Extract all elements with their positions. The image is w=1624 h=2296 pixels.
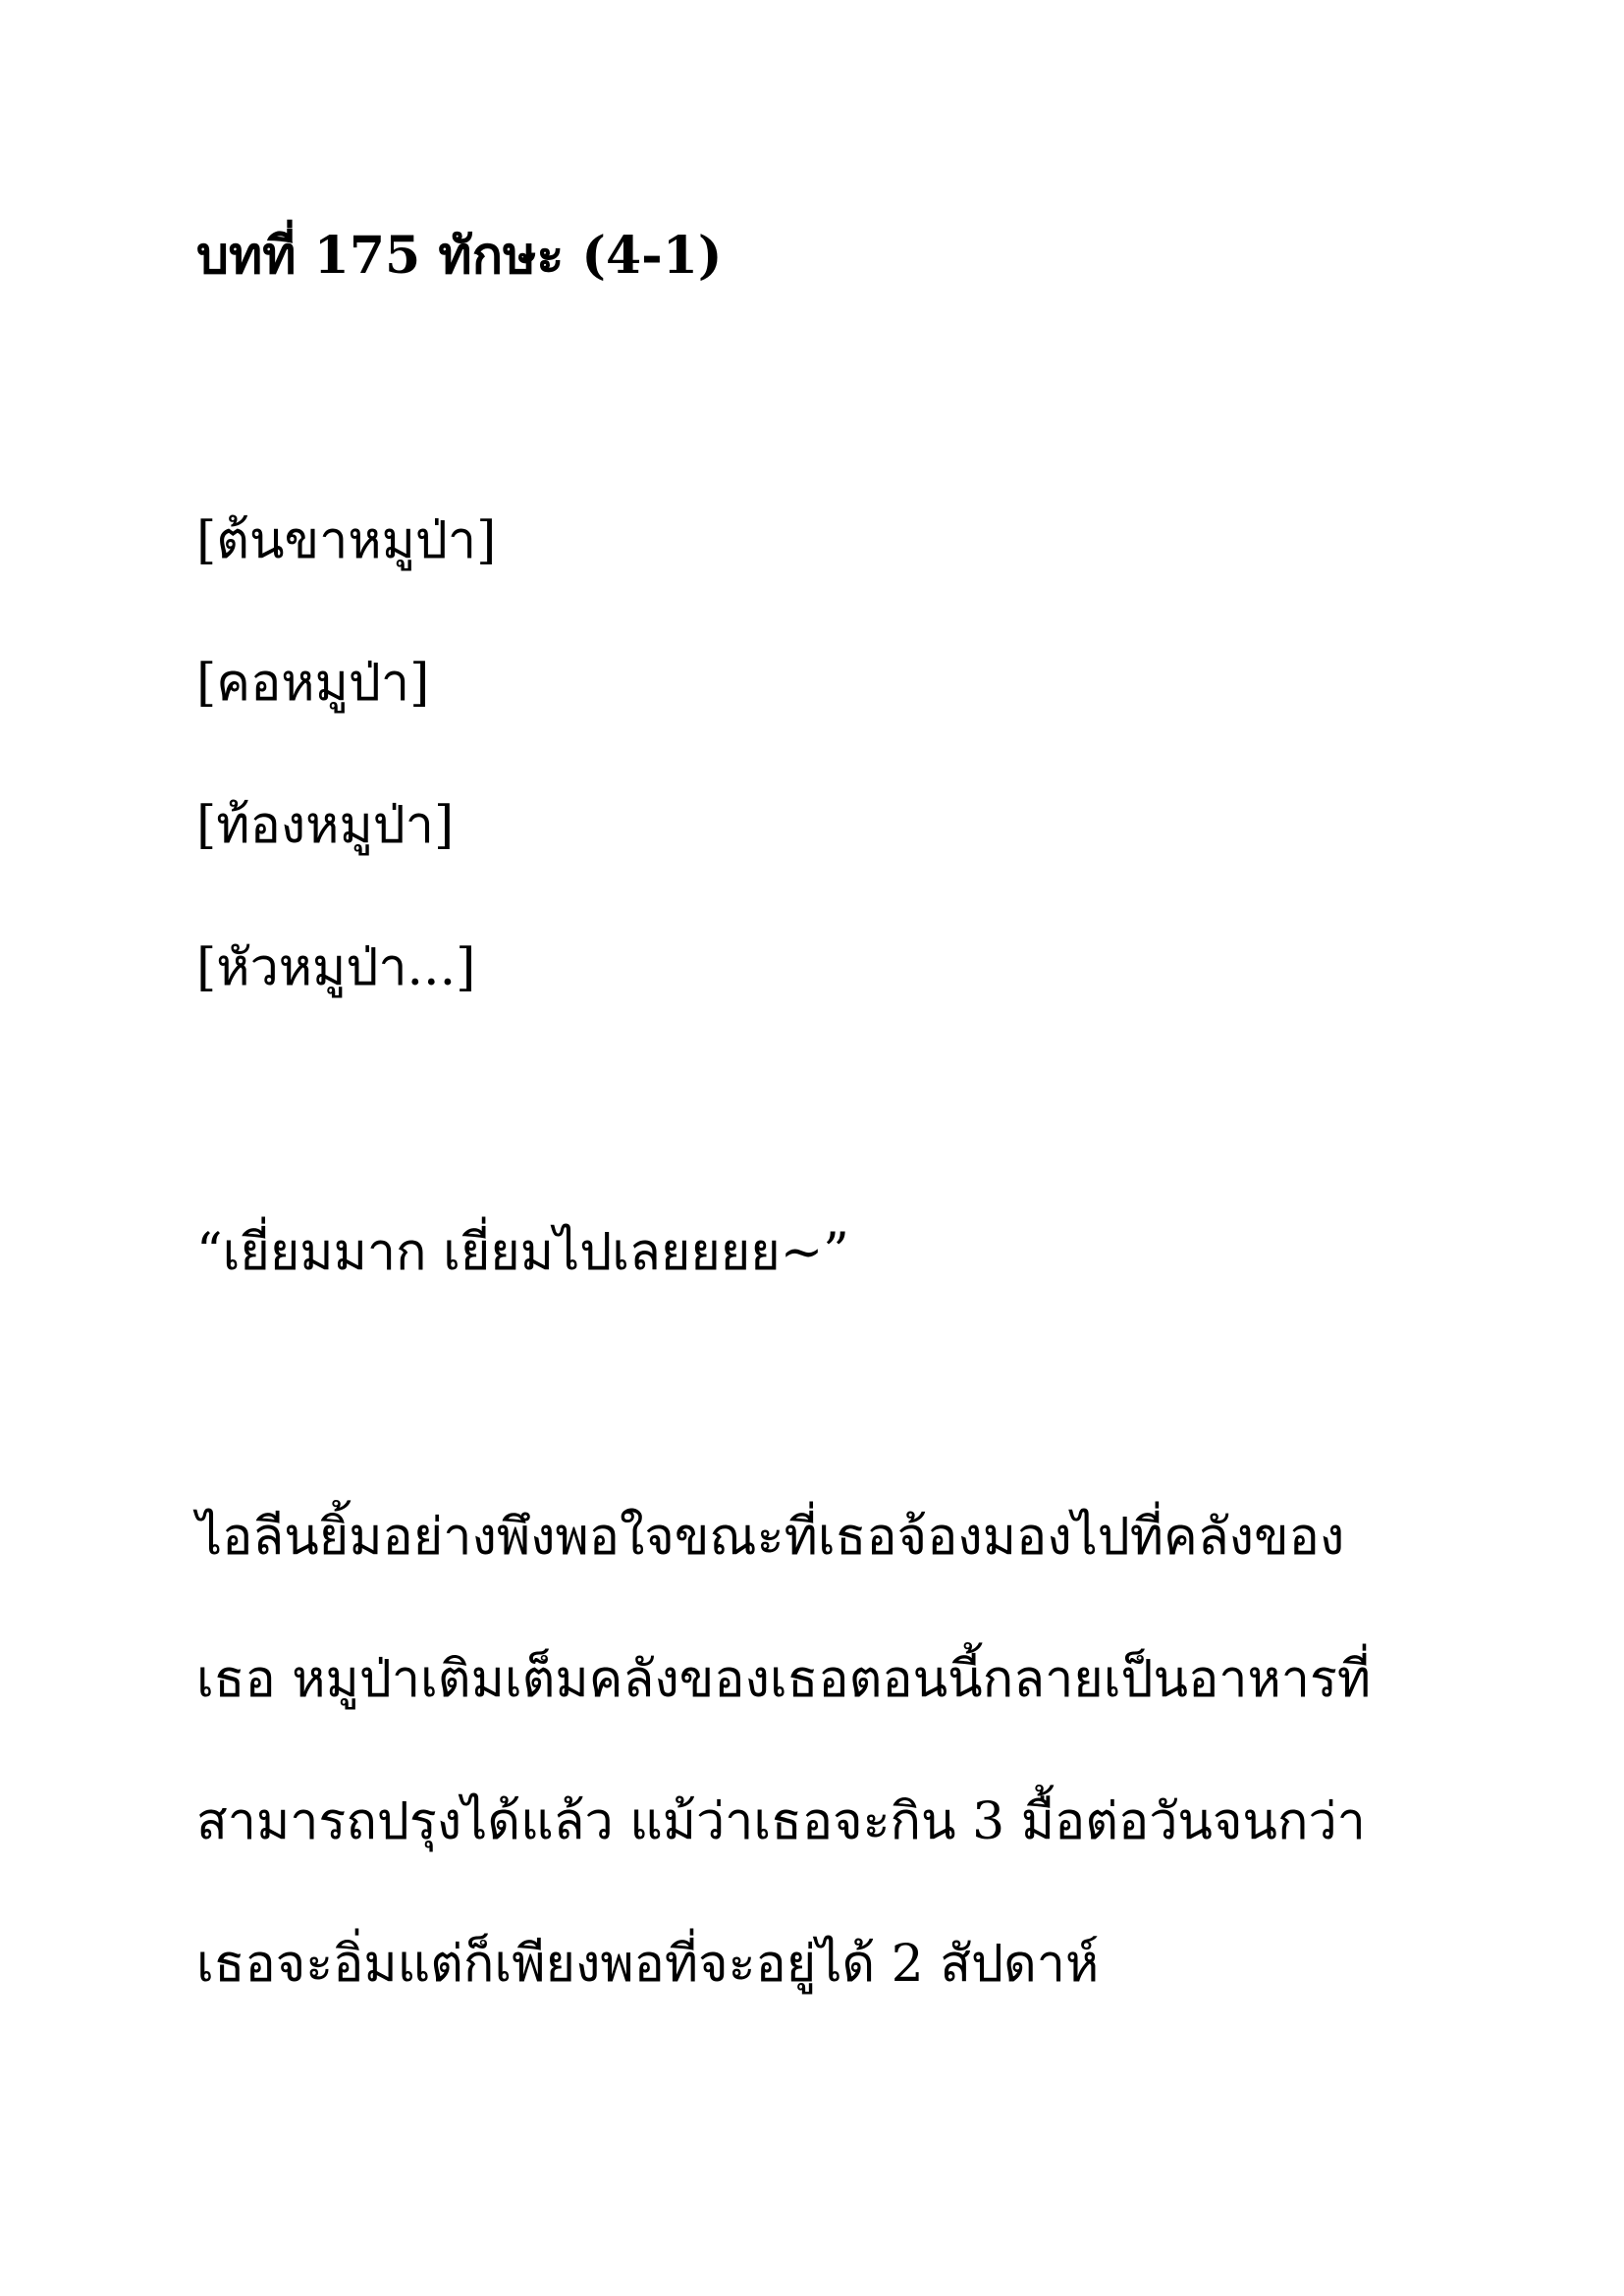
paragraph-line: เธอ หมูป่าเติมเต็มคลังของเธอตอนนี้กลายเป็นอาหารที่ xyxy=(196,1650,1372,1709)
item-boar-head: [หัวหมูป่า...] xyxy=(196,938,476,997)
paragraph-line: ไอลีนยิ้มอย่างพึงพอใจขณะที่เธอจ้องมองไปที่คลังของ xyxy=(196,1508,1345,1567)
dialogue-quote: “เยี่ยมมาก เยี่ยมไปเลยยยย~” xyxy=(196,1223,849,1282)
item-boar-belly: [ท้องหมูป่า] xyxy=(196,796,455,855)
paragraph-line: สามารถปรุงได้แล้ว แม้ว่าเธอจะกิน 3 มื้อต่อวันจนกว่า xyxy=(196,1792,1366,1851)
item-boar-neck: [คอหมูป่า] xyxy=(196,654,430,713)
chapter-title: บทที่ 175 ทักษะ (4-1) xyxy=(196,226,723,286)
paragraph-line: เธอจะอิ่มแต่ก็เพียงพอที่จะอยู่ได้ 2 สัปดาห์ xyxy=(196,1935,1100,1994)
item-boar-thigh: [ต้นขาหมูป่า] xyxy=(196,511,497,570)
